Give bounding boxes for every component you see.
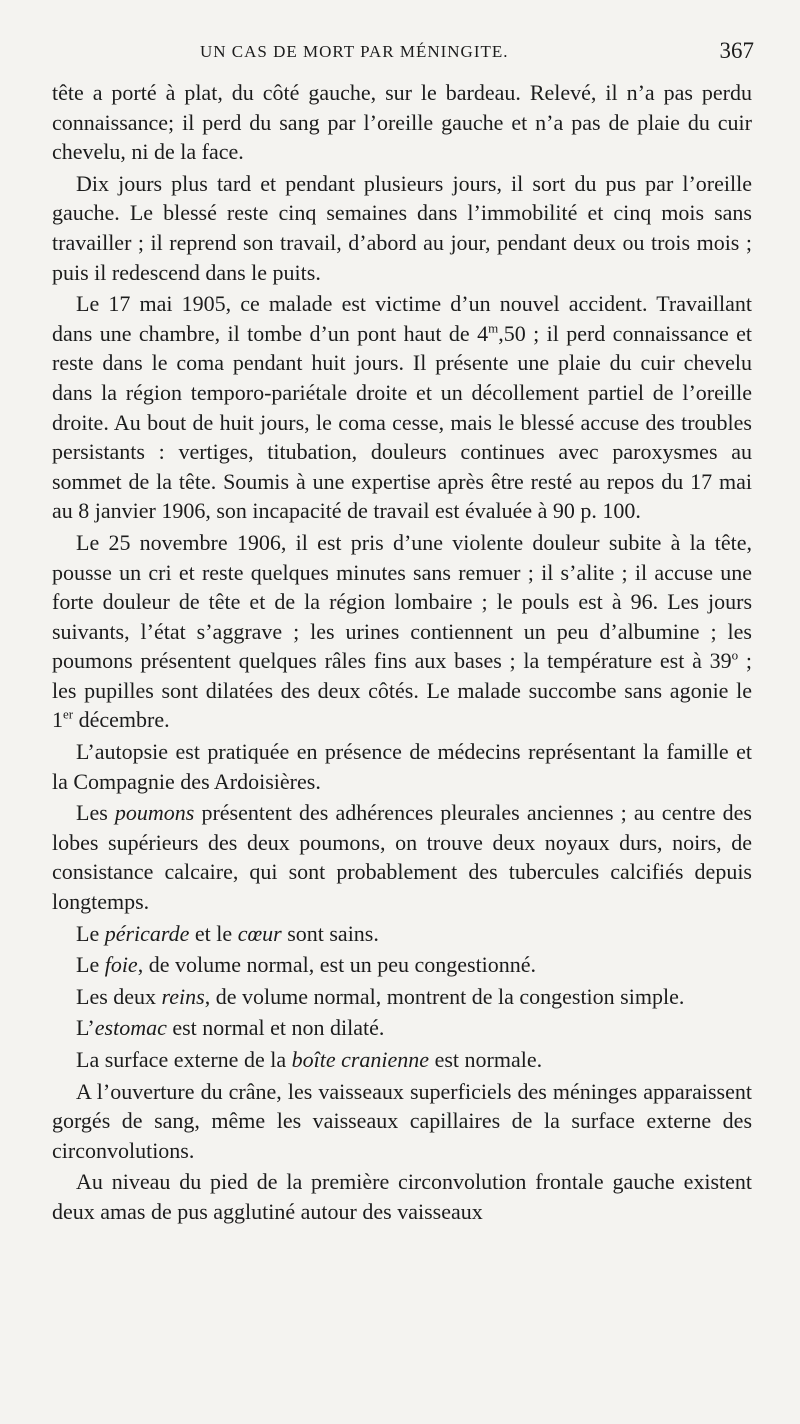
- paragraph: A l’ouverture du crâne, les vaisseaux superficiels des méninges apparaissent gorgés de sang, même les vaisseaux capillaires de la surface externe des circonvolutions.: [52, 1078, 752, 1163]
- paragraph: Dix jours plus tard et pendant plusieurs jours, il sort du pus par l’oreille gauche. Le blessé reste cinq semaines dans l’immobilité et cinq mois sans travailler ; il reprend son travail, d’abord au jour, pendant deux ou trois mois ; puis il redescend dans le puits.: [52, 170, 752, 285]
- page-number: 367: [719, 38, 754, 63]
- paragraph: Au niveau du pied de la première circonvolution frontale gauche existent deux amas de pus agglutiné autour des vaisseaux: [52, 1169, 752, 1224]
- paragraph: Les poumons présentent des adhérences pleurales anciennes ; au centre des lobes supérieurs des deux poumons, on trouve deux noyaux durs, noirs, de consistance calcaire, qui sont probablement des tubercules calcifiés depuis longtemps.: [52, 800, 752, 915]
- paragraph: Le 17 mai 1905, ce malade est victime d’un nouvel accident. Travaillant dans une chambre, il tombe d’un pont haut de 4$^m$,50 ; il perd connaissance et reste dans le coma pendant huit jours. Il présente une plaie du cuir chevelu dans la région temporo-pariétale droite et un décollement partiel de l’oreille droite. Au bout de huit jours, le coma cesse, mais le blessé accuse des troubles persistants : vertiges, titubation, douleurs continues avec paroxysmes au sommet de la tête. Soumis à une expertise après être resté au repos du 17 mai au 8 janvier 1906, son incapacité de travail est évaluée à 90 p. 100.: [52, 291, 752, 524]
- page-header: [0, 34, 800, 66]
- paragraph: Le 25 novembre 1906, il est pris d’une violente douleur subite à la tête, pousse un cri et reste quelques minutes sans remuer ; il s’alite ; il accuse une forte douleur de tête et de la région lombaire ; le pouls est à 96. Les jours suivants, l’état s’aggrave ; les urines contiennent un peu d’albumine ; les poumons présentent quelques râles fins aux bases ; la température est à 39$^o$ ; les pupilles sont dilatées des deux côtés. Le malade succombe sans agonie le 1er décembre.: [52, 529, 752, 733]
- paragraph: L’estomac est normal et non dilaté.: [76, 1015, 385, 1041]
- paragraph: Les deux reins, de volume normal, montrent de la congestion simple.: [76, 983, 685, 1009]
- paragraph: Le foie, de volume normal, est un peu congestionné.: [76, 952, 537, 978]
- body-text: [52, 78, 752, 1227]
- paragraph: tête a porté à plat, du côté gauche, sur le bardeau. Relevé, il n’a pas perdu connaissance; il perd du sang par l’oreille gauche et n’a pas de plaie du cuir chevelu, ni de la face.: [52, 80, 752, 165]
- paragraph: Le péricarde et le cœur sont sains.: [76, 920, 379, 946]
- paragraph: L’autopsie est pratiquée en présence de médecins représentant la famille et la Compagnie des Ardoisières.: [52, 739, 752, 794]
- paragraph: La surface externe de la boîte cranienne est normale.: [76, 1047, 543, 1072]
- running-title: UN CAS DE MORT PAR MÉNINGITE.: [200, 42, 509, 61]
